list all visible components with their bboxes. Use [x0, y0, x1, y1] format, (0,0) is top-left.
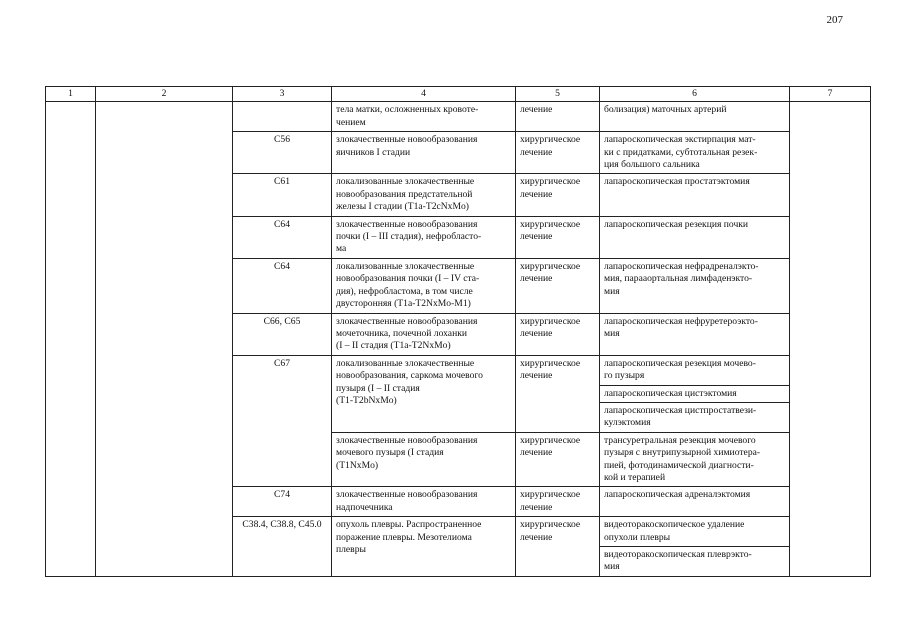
header-row — [46, 87, 871, 102]
treatment-type: хирургическое лечение — [516, 432, 600, 487]
table-row — [46, 102, 871, 132]
treatment-method: лапароскопическая простатэктомия — [600, 174, 790, 216]
disease-model: злокачественные новообразования мочевого пузыря (I стадия (T1NxMo) — [332, 432, 516, 487]
disease-model: злокачественные новообразования надпочечника — [332, 487, 516, 517]
header-col-4: 4 — [332, 87, 516, 102]
diagnosis-code: C64 — [233, 258, 332, 313]
diagnosis-code — [233, 102, 332, 132]
treatment-method: трансуретральная резекция мочевого пузыря с внутрипузырной химиотера- пией, фотодинамической диагности- кой и терапией — [600, 432, 790, 487]
disease-model: злокачественные новообразования яичников I стадии — [332, 132, 516, 174]
treatment-method: видеоторакоскопическая плеврэкто- мия — [600, 547, 790, 577]
treatment-type: лечение — [516, 102, 600, 132]
header-col-7: 7 — [790, 87, 871, 102]
diagnosis-code: C64 — [233, 216, 332, 258]
header-col-3: 3 — [233, 87, 332, 102]
treatment-type: хирургическое лечение — [516, 355, 600, 432]
disease-model: локализованные злокачественные новообразования предстательной железы I стадии (T1a-T2cNxMo) — [332, 174, 516, 216]
header-col-1: 1 — [46, 87, 96, 102]
treatment-method: лапароскопическая нефрадреналэкто- мия, парааортальная лимфаденэкто- мия — [600, 258, 790, 313]
treatment-method: видеоторакоскопическое удаление опухоли плевры — [600, 517, 790, 547]
treatment-type: хирургическое лечение — [516, 132, 600, 174]
col-2-cell — [96, 102, 233, 576]
diagnosis-code: C66, C65 — [233, 313, 332, 355]
header-col-5: 5 — [516, 87, 600, 102]
diagnosis-code: C74 — [233, 487, 332, 517]
disease-model: злокачественные новообразования почки (I – III стадия), нефробласто- ма — [332, 216, 516, 258]
treatment-type: хирургическое лечение — [516, 487, 600, 517]
disease-model: тела матки, осложненных кровоте- чением — [332, 102, 516, 132]
col-7-cell — [790, 102, 871, 576]
diagnosis-code: C38.4, C38.8, C45.0 — [233, 517, 332, 577]
diagnosis-code: C61 — [233, 174, 332, 216]
treatment-method: лапароскопическая цистэктомия — [600, 385, 790, 402]
page-number: 207 — [826, 14, 843, 26]
col-1-cell — [46, 102, 96, 576]
treatment-method: лапароскопическая экстирпация мат- ки с придатками, субтотальная резек- ция большого сальника — [600, 132, 790, 174]
treatment-type: хирургическое лечение — [516, 216, 600, 258]
disease-model: опухоль плевры. Распространенное поражение плевры. Мезотелиома плевры — [332, 517, 516, 577]
disease-model: локализованные злокачественные новообразования, саркома мочевого пузыря (I – II стадия (T1-T2bNxMo) — [332, 355, 516, 432]
treatment-method: лапароскопическая резекция мочево- го пузыря — [600, 355, 790, 385]
treatment-type: хирургическое лечение — [516, 517, 600, 577]
medical-procedures-table — [45, 86, 871, 577]
header-col-2: 2 — [96, 87, 233, 102]
treatment-method: болизация) маточных артерий — [600, 102, 790, 132]
disease-model: локализованные злокачественные новообразования почки (I – IV ста- дия), нефробластома, в том числе двусторонняя (T1a-T2NxMo-M1) — [332, 258, 516, 313]
treatment-type: хирургическое лечение — [516, 174, 600, 216]
treatment-method: лапароскопическая резекция почки — [600, 216, 790, 258]
header-col-6: 6 — [600, 87, 790, 102]
diagnosis-code: C67 — [233, 355, 332, 487]
treatment-type: хирургическое лечение — [516, 313, 600, 355]
treatment-method: лапароскопическая нефруретероэкто- мия — [600, 313, 790, 355]
diagnosis-code: C56 — [233, 132, 332, 174]
disease-model: злокачественные новообразования мочеточника, почечной лоханки (I – II стадия (T1a-T2NxMo) — [332, 313, 516, 355]
treatment-method: лапароскопическая адреналэктомия — [600, 487, 790, 517]
treatment-type: хирургическое лечение — [516, 258, 600, 313]
treatment-method: лапароскопическая цистпростатвези- кулэктомия — [600, 402, 790, 432]
